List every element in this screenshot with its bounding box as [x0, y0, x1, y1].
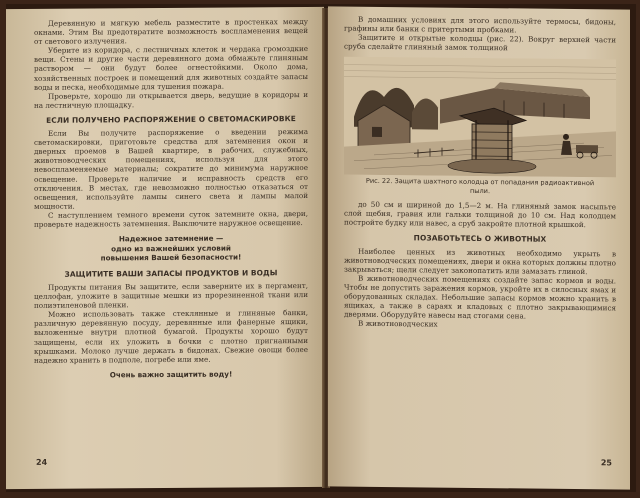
section-heading-food-water: ЗАЩИТИТЕ ВАШИ ЗАПАСЫ ПРОДУКТОВ И ВОДЫ [64, 268, 278, 279]
well-illustration [344, 57, 616, 178]
paragraph: Деревянную и мягкую мебель разместите в простенках между окнами. Этим Вы предотвратите возможность воспламенения вещей от светового излучения. [34, 17, 308, 47]
paragraph: Защитите и открытые колодцы (рис. 22). Вокруг верхней части сруба сделайте глиняный замок толщиной [344, 32, 616, 53]
motto: Очень важно защитить воду! [109, 369, 233, 380]
paragraph: В домашних условиях для этого используйте термосы, бидоны, графины или банки с притертыми пробками. [344, 14, 616, 35]
figure-caption: Рис. 22. Защита шахтного колодца от попадания радиоактивной пыли. [365, 177, 595, 195]
paragraph: Проверьте, хорошо ли открывается дверь, ведущие в коридоры и на лестничную площадку. [34, 89, 308, 110]
paragraph: Наиболее ценных из животных необходимо укрыть в животноводческих помещениях, двери и окна которых должны плотно закрываться; щели следует законопатить или замазать глиной. [344, 246, 616, 276]
left-intro [34, 17, 308, 110]
highlight-callout [34, 233, 308, 264]
well-drawing-icon [344, 57, 616, 178]
paragraph: Если Вы получите распоряжение о введении режима светомаскировки, приготовьте средства для затемнения окон и дверных проемов в Вашей квартире, в рабочих, служебных, животноводческих помещениях, используя для этого невоспламеняемые материалы; сократите до минимума наружное освещение. Проверьте наличие и исправность средств его отключения. В местах, где невозможно полностью отказаться от освещения, используйте лампы синего света и лампы малой мощности. [34, 127, 308, 211]
paragraph: Уберите из коридора, с лестничных клеток и чердака громоздкие вещи. Стены и другие части деревянного дома обмажьте глиняным раствором — они будут более огнестойкими. Около дома, хозяйственных построек и помещений для животных создайте запасы воды и песка, необходимые для тушения пожара. [34, 44, 308, 92]
left-page [6, 7, 324, 489]
highlight-line: Надежное затемнение — [118, 233, 224, 244]
paragraph: Продукты питания Вы защитите, если заверните их в пергамент, целлофан, уложите в защитные мешки из прорезиненной ткани или полиэтиленовой пленки. [34, 280, 308, 311]
paragraph: В животноводческих [358, 319, 438, 329]
section-heading-blackout: ЕСЛИ ПОЛУЧЕНО РАСПОРЯЖЕНИЕ О СВЕТОМАСКИРОВКЕ [46, 114, 296, 125]
page-number: 25 [600, 458, 612, 468]
section-heading-animals: ПОЗАБОТЬТЕСЬ О ЖИВОТНЫХ [413, 233, 547, 245]
page-number: 24 [36, 457, 48, 467]
right-page [328, 6, 630, 489]
paragraph: до 50 см и шириной до 1,5—2 м. На глиняный замок насыпьте слой щебня, гравия или гальки толщиной до 10 см. Над колодцем постройте будку или навес, а сруб закройте плотной крышкой. [344, 199, 616, 230]
open-booklet [6, 4, 636, 492]
paragraph: В животноводческих помещениях создайте запас кормов и воды. Чтобы не допустить заражения кормов, укройте их в силосных ямах и оборудованных складах. Небольшие запасы кормов можно хранить в ящиках, а также в сараях и кладовых с плотно закрывающимися дверями. Оборудуйте навесы над стогами сена. [344, 273, 616, 321]
paragraph: Можно использовать также стеклянные и глиняные банки, различную деревянную посуду, деревянные или фанерные ящики, выложенные внутри плотной бумагой. Продукты хорошо будут защищены, если их уложить в бочки с плотно пригнанными крышками. Молоко лучше держать в бидонах. Свежие овощи более надежно хранить в подполе, погребе или яме. [34, 308, 308, 365]
highlight-line: повышения Вашей безопасности! [100, 252, 242, 263]
paragraph: С наступлением темного времени суток затемните окна, двери, проверьте надежность затемнения. Выключите наружное освещение. [34, 208, 308, 229]
highlight-line: одно из важнейших условий [111, 243, 231, 254]
